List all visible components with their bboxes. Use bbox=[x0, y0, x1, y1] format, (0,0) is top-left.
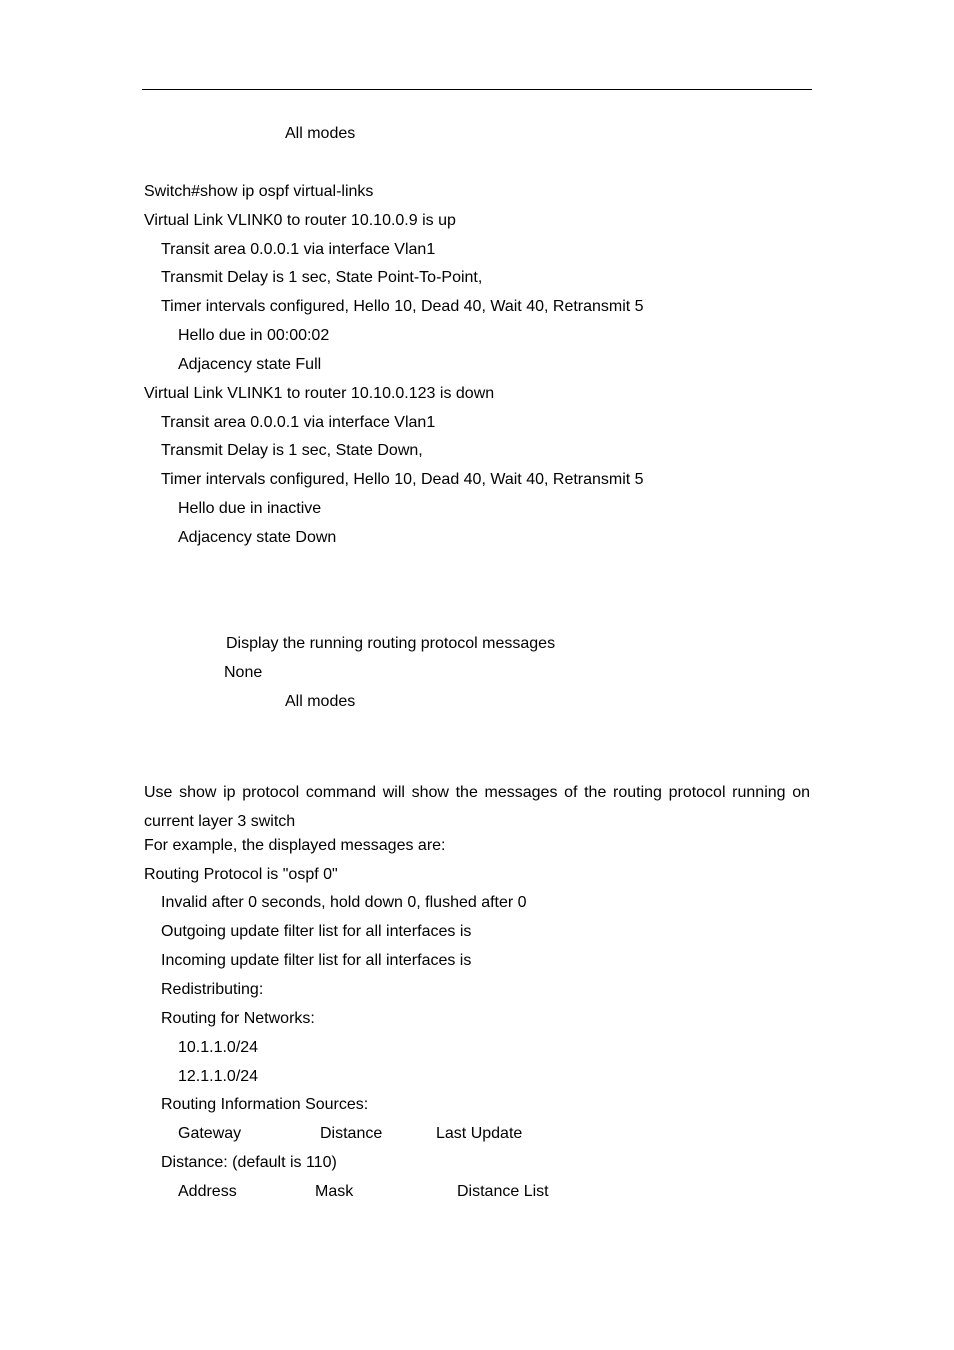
vlink1-transit: Transit area 0.0.0.1 via interface Vlan1 bbox=[161, 414, 436, 431]
redistributing-line: Redistributing: bbox=[161, 981, 264, 998]
mode-value-2: All modes bbox=[285, 693, 356, 710]
command-example: Switch#show ip ospf virtual-links bbox=[144, 183, 374, 200]
parameter-value: None bbox=[224, 664, 263, 681]
function-value: Display the running routing protocol messages bbox=[226, 635, 556, 652]
vlink1-delay: Transmit Delay is 1 sec, State Down, bbox=[161, 442, 423, 459]
network-item: 12.1.1.0/24 bbox=[178, 1068, 259, 1085]
sources-header-gateway: Gateway bbox=[178, 1125, 242, 1142]
vlink0-hello: Hello due in 00:00:02 bbox=[178, 327, 330, 344]
info-sources-line: Routing Information Sources: bbox=[161, 1096, 369, 1113]
mode-value: All modes bbox=[285, 125, 356, 142]
incoming-filter-line: Incoming update filter list for all interfaces is bbox=[161, 952, 472, 969]
routing-protocol-line: Routing Protocol is "ospf 0" bbox=[144, 866, 338, 883]
vlink1-header: Virtual Link VLINK1 to router 10.10.0.123 is down bbox=[144, 385, 495, 402]
vlink1-hello: Hello due in inactive bbox=[178, 500, 322, 517]
routing-networks-line: Routing for Networks: bbox=[161, 1010, 315, 1027]
vlink0-adjacency: Adjacency state Full bbox=[178, 356, 322, 373]
vlink1-adjacency: Adjacency state Down bbox=[178, 529, 337, 546]
network-item: 10.1.1.0/24 bbox=[178, 1039, 259, 1056]
sources-header-distance: Distance bbox=[320, 1125, 383, 1142]
vlink1-timers: Timer intervals configured, Hello 10, Dead 40, Wait 40, Retransmit 5 bbox=[161, 471, 644, 488]
outgoing-filter-line: Outgoing update filter list for all interfaces is bbox=[161, 923, 472, 940]
distance-header-address: Address bbox=[178, 1183, 237, 1200]
vlink0-timers: Timer intervals configured, Hello 10, Dead 40, Wait 40, Retransmit 5 bbox=[161, 298, 644, 315]
vlink0-delay: Transmit Delay is 1 sec, State Point-To-Point, bbox=[161, 269, 483, 286]
usage-paragraph: Use show ip protocol command will show the messages of the routing protocol running on current layer 3 switch bbox=[144, 784, 810, 830]
vlink0-header: Virtual Link VLINK0 to router 10.10.0.9 is up bbox=[144, 212, 456, 229]
sources-header-last-update: Last Update bbox=[436, 1125, 523, 1142]
example-intro: For example, the displayed messages are: bbox=[144, 837, 446, 854]
vlink0-transit: Transit area 0.0.0.1 via interface Vlan1 bbox=[161, 241, 436, 258]
distance-header-list: Distance List bbox=[457, 1183, 549, 1200]
invalid-line: Invalid after 0 seconds, hold down 0, flushed after 0 bbox=[161, 894, 527, 911]
distance-default-line: Distance: (default is 110) bbox=[161, 1154, 337, 1171]
distance-header-mask: Mask bbox=[315, 1183, 354, 1200]
header-rule bbox=[142, 89, 812, 90]
